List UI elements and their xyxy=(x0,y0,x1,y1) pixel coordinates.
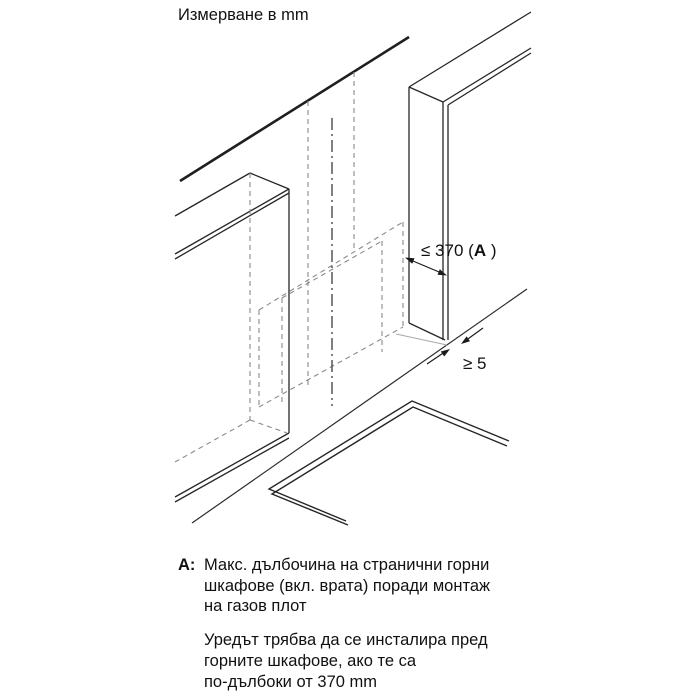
note-a xyxy=(178,555,508,617)
dimension-gap-label: ≥ 5 xyxy=(463,354,487,373)
note-a-text xyxy=(204,555,490,617)
note-b-line1: Уредът трябва да се инсталира пред xyxy=(204,631,488,650)
hidden-hood-outline xyxy=(259,72,403,407)
dimension-a-label: ≤ 370 (A ) xyxy=(421,241,497,260)
note-b-line2: горните шкафове, ако те са xyxy=(204,651,417,670)
right-cabinet xyxy=(409,12,531,340)
hob-outline xyxy=(269,401,509,525)
left-cabinet-hidden-edges xyxy=(175,173,287,462)
note-a-marker: A: xyxy=(178,556,196,574)
note-b xyxy=(178,630,508,692)
dimension-a-arrow xyxy=(405,258,447,276)
page-title: Измерване в mm xyxy=(178,6,309,24)
wall-line xyxy=(180,37,409,181)
note-a-line1: Макс. дълбочина на странични горни xyxy=(204,556,490,574)
note-a-line2: шкафове (вкл. врата) поради монтаж xyxy=(204,576,491,595)
counter-junction-line xyxy=(192,289,527,523)
note-a-line3: на газов плот xyxy=(204,597,307,616)
note-b-line3: по-дълбоки от 370 mm xyxy=(204,672,378,691)
footnotes xyxy=(178,555,508,692)
